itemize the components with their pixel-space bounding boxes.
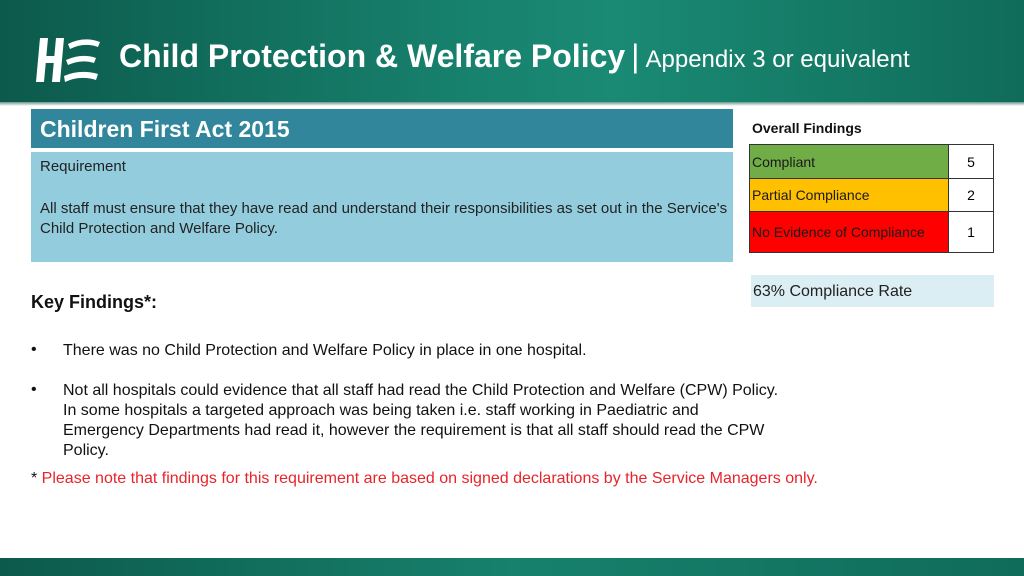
act-title: Children First Act 2015	[40, 116, 290, 142]
compliance-rate: 63% Compliance Rate	[753, 283, 913, 300]
act-title-bar	[31, 109, 733, 148]
bullet-icon: •	[31, 341, 37, 358]
findings-value: 5	[949, 145, 994, 179]
bullet-icon: •	[31, 381, 37, 398]
hse-logo-icon	[32, 34, 102, 86]
findings-table	[749, 144, 994, 253]
findings-value: 1	[949, 212, 994, 253]
header-divider	[0, 102, 1024, 106]
title-separator: |	[631, 38, 640, 74]
findings-label: Partial Compliance	[750, 179, 949, 212]
footnote-star: *	[31, 470, 42, 487]
overall-findings-title: Overall Findings	[752, 120, 862, 136]
title-subtitle: Appendix 3 or equivalent	[645, 46, 910, 73]
compliance-rate-box	[751, 275, 994, 307]
requirement-label: Requirement	[40, 158, 126, 175]
findings-value: 2	[949, 179, 994, 212]
footnote	[31, 470, 818, 488]
findings-label: Compliant	[750, 145, 949, 179]
findings-row-no-evidence	[750, 212, 994, 253]
page-title	[119, 38, 910, 75]
requirement-box	[31, 152, 733, 262]
key-finding-item: Not all hospitals could evidence that all staff had read the Child Protection and Welfare (CPW) Policy. In some hospitals a targeted approach was being taken i.e. staff working in Paediatric and Emergency Departments had read it, however the requirement is that all staff should read the CPW Policy.	[63, 382, 779, 459]
key-finding-item: There was no Child Protection and Welfare Policy in place in one hospital.	[63, 342, 587, 359]
footer-band	[0, 558, 1024, 576]
footnote-text: Please note that findings for this requirement are based on signed declarations by the Service Managers only.	[41, 470, 818, 487]
header-banner	[0, 0, 1024, 102]
key-findings-title: Key Findings*:	[31, 292, 158, 312]
requirement-text: All staff must ensure that they have read and understand their responsibilities as set out in the Service's Child Protection and Welfare Policy.	[40, 200, 728, 237]
findings-row-compliant	[750, 145, 994, 179]
findings-label: No Evidence of Compliance	[750, 212, 949, 253]
findings-row-partial	[750, 179, 994, 212]
title-main: Child Protection & Welfare Policy	[119, 38, 626, 74]
